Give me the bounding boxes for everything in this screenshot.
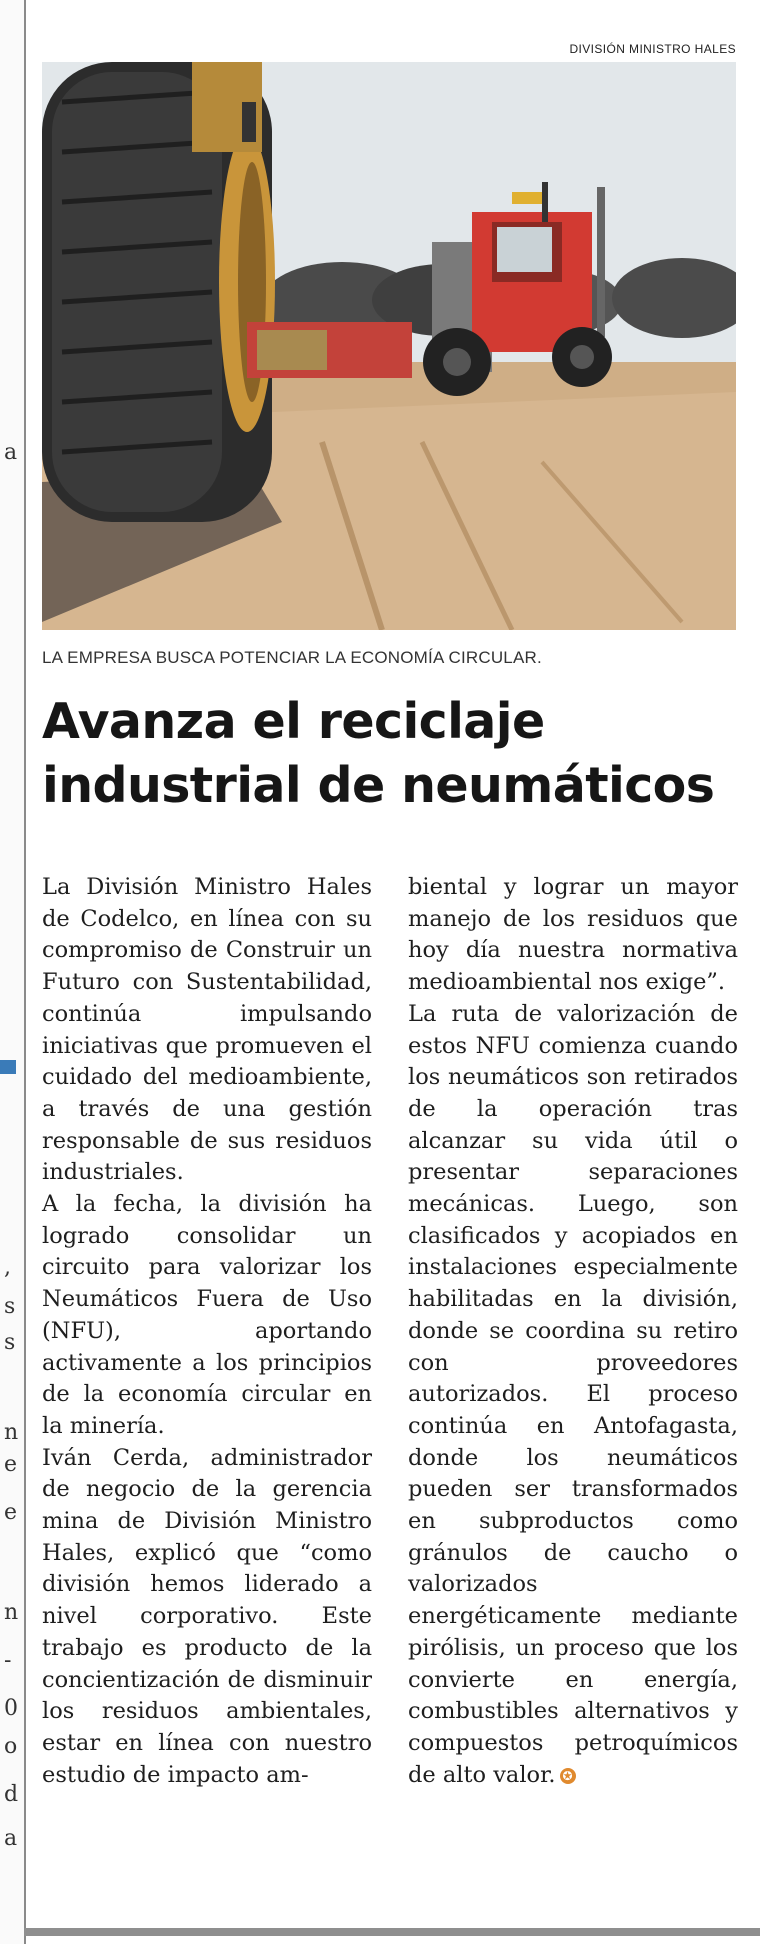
body-paragraph-last xyxy=(408,999,738,1792)
adjacent-text-fragment: o xyxy=(4,1734,18,1759)
headline-line-2: industrial de neumáticos xyxy=(42,757,715,814)
article-photo xyxy=(42,62,736,630)
adjacent-text-fragment: a xyxy=(4,440,18,465)
adjacent-text-fragment: a xyxy=(4,1826,18,1851)
headline-line-1: Avanza el reciclaje xyxy=(42,693,545,750)
body-paragraph: La División Ministro Hales de Codelco, en línea con su compromiso de Construir un Futuro con Sustentabilidad, continúa impulsando iniciativas que promueven el cuidado del medioambiente, a través de una gestión responsable de sus residuos industriales. xyxy=(42,874,372,1186)
body-paragraph: biental y lograr un mayor manejo de los residuos que hoy día nuestra normativa medioambiental nos exige”. xyxy=(408,874,738,996)
tire-recycling-photo xyxy=(42,62,736,630)
adjacent-text-fragment: d xyxy=(4,1782,19,1807)
adjacent-text-fragment: 0 xyxy=(4,1696,18,1721)
page-bottom-rule xyxy=(24,1928,760,1936)
body-paragraph-text: La ruta de valorización de estos NFU comienza cuando los neumáticos son retirados de la operación tras alcanzar su vida útil o presentar separaciones mecánicas. Luego, son clasificados y acopiados en instalaciones especialmente habilitadas en la división, donde se coordina su retiro con proveedores autorizados. El proceso continúa en Antofagasta, donde los neumáticos pueden ser transformados en subproductos como gránulos de caucho o valorizados energéticamente mediante pirólisis, un proceso que los convierte en energía, combustibles alternativos y compuestos petroquímicos de alto valor. xyxy=(408,1000,738,1788)
adjacent-text-fragment: n xyxy=(4,1600,19,1625)
adjacent-text-fragment: s xyxy=(4,1330,16,1355)
adjacent-text-fragment: e xyxy=(4,1452,18,1477)
section-tag: DIVISIÓN MINISTRO HALES xyxy=(569,42,736,56)
adjacent-color-fragment xyxy=(0,1060,16,1074)
adjacent-text-fragment: - xyxy=(4,1648,12,1673)
body-paragraph: Iván Cerda, administrador de negocio de la gerencia mina de División Ministro Hales, explicó que “como división hemos liderado a nivel corporativo. Este trabajo es producto de la concientización de disminuir los residuos ambientales, estar en línea con nuestro estudio de impacto am- xyxy=(42,1444,372,1788)
adjacent-text-fragment: n xyxy=(4,1420,19,1445)
body-paragraph: A la fecha, la división ha logrado consolidar un circuito para valorizar los Neumáticos Fuera de Uso (NFU), aportando activamente a los principios de la economía circular en la minería. xyxy=(42,1191,372,1439)
photo-caption: LA EMPRESA BUSCA POTENCIAR LA ECONOMÍA CIRCULAR. xyxy=(42,648,542,667)
article-column-left xyxy=(42,872,372,1791)
article-column-right xyxy=(408,872,738,1791)
adjacent-column-strip xyxy=(0,0,26,1944)
adjacent-text-fragment: , xyxy=(4,1255,11,1280)
adjacent-text-fragment: e xyxy=(4,1500,18,1525)
article-headline xyxy=(42,690,742,818)
end-of-article-icon: ✪ xyxy=(560,1768,576,1784)
adjacent-text-fragment: s xyxy=(4,1294,16,1319)
